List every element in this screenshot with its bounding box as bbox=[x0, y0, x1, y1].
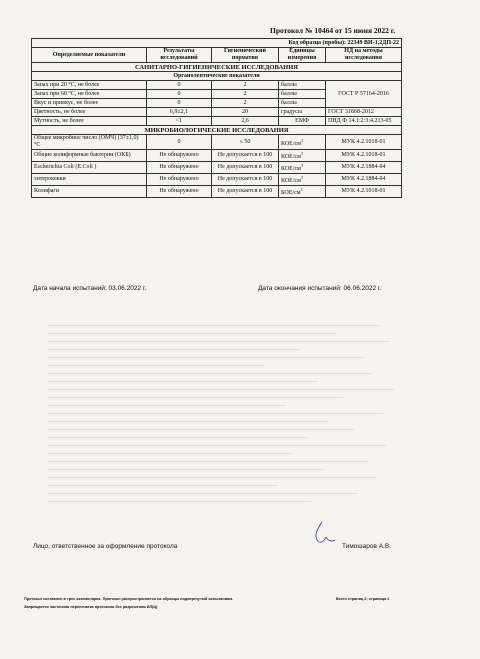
table-row bbox=[32, 135, 402, 150]
method-value: ПНД Ф 14.1:2:3:4.213-05 bbox=[326, 117, 402, 126]
table-row bbox=[32, 150, 402, 162]
header-parameter: Определяемые показатели bbox=[32, 48, 147, 63]
sample-code-row bbox=[32, 39, 402, 48]
result-value: 0 bbox=[147, 81, 212, 90]
responsible-name: Тимошаров А.В. bbox=[342, 543, 392, 550]
sample-code: Код образца (пробы): 22349 ВИ-1,2ДП-22 bbox=[32, 39, 402, 48]
parameter-name: Мутность, не более bbox=[32, 117, 147, 126]
unit-value: градусы bbox=[279, 108, 326, 117]
method-value: МУК 4.2.1018-01 bbox=[326, 135, 402, 150]
norm-value: 2 bbox=[212, 81, 279, 90]
unit-value: баллы bbox=[279, 81, 326, 90]
footer-note-1: Протокол составлен в трех экземплярах. Протокол распространяется на образцы подвергнутый испытаниям. bbox=[24, 597, 234, 601]
norm-value: Не допускается в 100 bbox=[212, 162, 279, 174]
parameter-name: Общие колиформные бактерии (ОКБ) bbox=[32, 150, 147, 162]
norm-value: Не допускается в 100 bbox=[212, 186, 279, 198]
method-value: ГОСТ 31868-2012 bbox=[326, 108, 402, 117]
unit-value: баллы bbox=[279, 99, 326, 108]
unit-text: КОЕ/см bbox=[281, 140, 301, 147]
section-sanitary-title: САНИТАРНО-ГИГИЕНИЧЕСКИЕ ИССЛЕДОВАНИЯ bbox=[32, 63, 402, 72]
subsection-organoleptic-title: Органолептические показатели bbox=[32, 72, 402, 81]
unit-value bbox=[279, 174, 326, 186]
section-micro-title: МИКРОБИОЛОГИЧЕСКИЕ ИССЛЕДОВАНИЯ bbox=[32, 126, 402, 135]
norm-value: 2 bbox=[212, 90, 279, 99]
parameter-name: Запах при 60 °С, не более bbox=[32, 90, 147, 99]
section-row bbox=[32, 126, 402, 135]
table-row bbox=[32, 81, 402, 90]
header-result: Результаты исследований bbox=[147, 48, 212, 63]
unit-value: ЕМФ bbox=[279, 117, 326, 126]
result-value: Не обнаружено bbox=[147, 162, 212, 174]
result-value: Не обнаружено bbox=[147, 150, 212, 162]
unit-superscript: 3 bbox=[300, 151, 303, 156]
unit-text: КОЕ/см bbox=[281, 154, 301, 160]
subsection-row bbox=[32, 72, 402, 81]
header-method: НД на методы исследования bbox=[326, 48, 402, 63]
table-row bbox=[32, 117, 402, 126]
table-header-row bbox=[32, 48, 402, 63]
unit-value bbox=[279, 150, 326, 162]
parameter-name: Запах при 20 °С, не более bbox=[32, 81, 147, 90]
protocol-title: Протокол № 10464 от 15 июня 2022 г. bbox=[270, 26, 396, 35]
norm-value: Не допускается в 100 bbox=[212, 174, 279, 186]
norm-value: ≤ 50 bbox=[212, 135, 279, 150]
norm-value: 2 bbox=[212, 99, 279, 108]
table-row bbox=[32, 108, 402, 117]
result-value: <1 bbox=[147, 117, 212, 126]
result-value: Не обнаружено bbox=[147, 174, 212, 186]
norm-value: 2,6 bbox=[212, 117, 279, 126]
method-value: МУК 4.2.1018-01 bbox=[326, 186, 402, 198]
unit-text: КОЕ/см bbox=[281, 178, 301, 184]
unit-value bbox=[279, 162, 326, 174]
unit-value bbox=[279, 135, 326, 150]
header-norm: Гигиенический норматив bbox=[212, 48, 279, 63]
unit-superscript: 3 bbox=[300, 187, 303, 192]
result-value: 0 bbox=[147, 135, 212, 150]
table-row bbox=[32, 174, 402, 186]
page-count: Всего страниц 2; страница 2 bbox=[336, 597, 390, 601]
method-value: МУК 4.2.1884-04 bbox=[326, 174, 402, 186]
responsible-label: Лицо, ответственное за оформление протокола bbox=[33, 543, 178, 550]
footer-note-2: Запрещается частичная перепечатка протокола без разрешения ИЛ(Ц) bbox=[24, 605, 158, 609]
results-table bbox=[31, 38, 402, 198]
test-start-date: Дата начала испытаний: 03.06.2022 г. bbox=[33, 285, 147, 292]
unit-text: БОЕ/см bbox=[281, 190, 301, 196]
norm-value: 20 bbox=[212, 108, 279, 117]
result-value: 6,9±2,1 bbox=[147, 108, 212, 117]
unit-superscript: 3 bbox=[300, 137, 303, 143]
table-row bbox=[32, 186, 402, 198]
method-value: ГОСТ Р 57164-2016 bbox=[326, 81, 402, 108]
result-value: 0 bbox=[147, 90, 212, 99]
unit-value bbox=[279, 186, 326, 198]
unit-value: баллы bbox=[279, 90, 326, 99]
parameter-name: Колифаги bbox=[32, 186, 147, 198]
result-value: 0 bbox=[147, 99, 212, 108]
norm-value: Не допускается в 100 bbox=[212, 150, 279, 162]
unit-superscript: 3 bbox=[300, 163, 303, 168]
unit-text: КОЕ/см bbox=[281, 166, 301, 172]
result-value: Не обнаружено bbox=[147, 186, 212, 198]
test-end-date: Дата окончания испытаний: 06.06.2022 г. bbox=[258, 285, 382, 292]
header-unit: Единицы измерения bbox=[279, 48, 326, 63]
section-row bbox=[32, 63, 402, 72]
bleed-through-text bbox=[48, 325, 408, 509]
method-value: МУК 4.2.1018-01 bbox=[326, 150, 402, 162]
signature bbox=[308, 520, 338, 548]
method-value: МУК 4.2.1884-04 bbox=[326, 162, 402, 174]
parameter-name: Цветность, не более bbox=[32, 108, 147, 117]
parameter-name: энтерококки bbox=[32, 174, 147, 186]
parameter-name: Escherichia Coli (E.Coli ) bbox=[32, 162, 147, 174]
parameter-name: Общее микробное число (ОМЧ) (37±1,0) °С bbox=[32, 135, 147, 150]
unit-superscript: 3 bbox=[300, 175, 303, 180]
parameter-name: Вкус и привкус, не более bbox=[32, 99, 147, 108]
table-row bbox=[32, 162, 402, 174]
